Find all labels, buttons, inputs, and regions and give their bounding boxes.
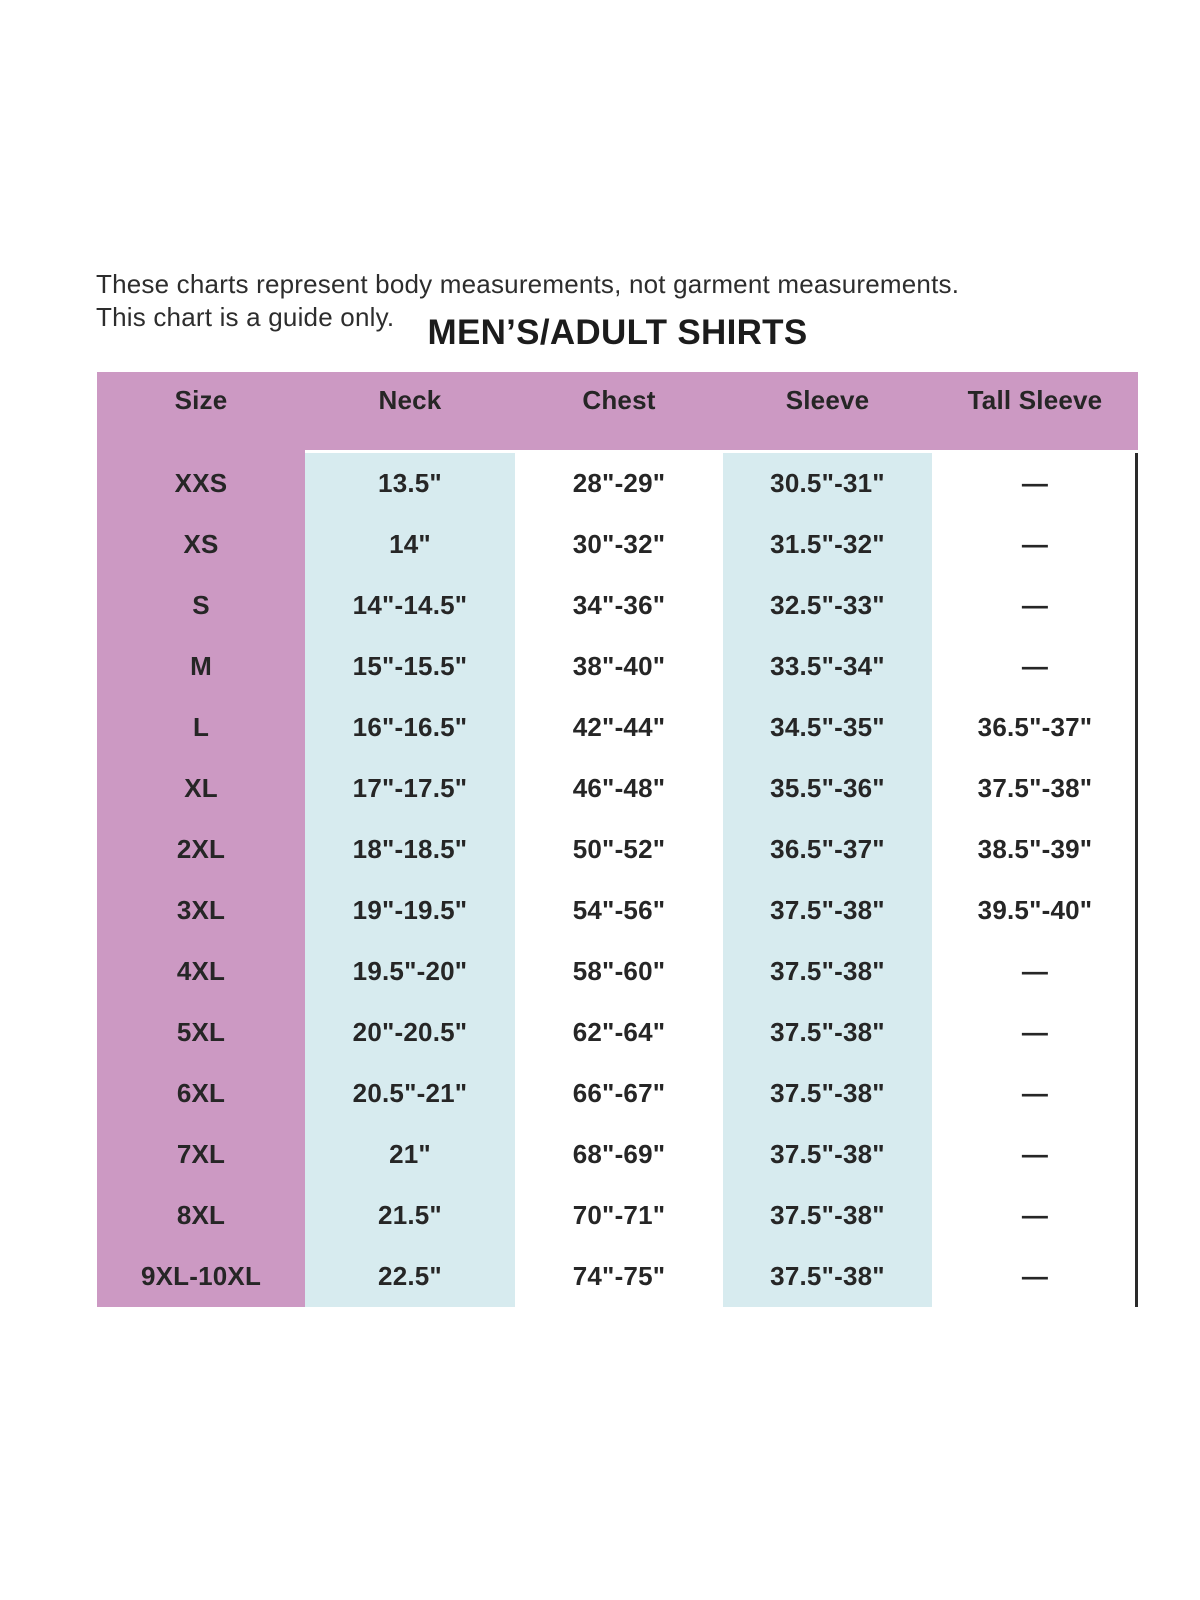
table-body — [97, 453, 1138, 1307]
column-header-size: Size — [174, 385, 228, 415]
cell-tall-sleeve: — — [1021, 468, 1049, 498]
cell-chest: 62"-64" — [572, 1017, 666, 1047]
cell-chest: 68"-69" — [572, 1139, 666, 1169]
page-title: MEN’S/ADULT SHIRTS — [427, 313, 808, 352]
table-row-4xl — [97, 941, 1138, 1002]
cell-tall-sleeve: 37.5"-38" — [977, 773, 1093, 803]
table-header-row — [97, 372, 1138, 450]
table-row-s — [97, 575, 1138, 636]
cell-neck: 14"-14.5" — [352, 590, 468, 620]
table-row-7xl — [97, 1124, 1138, 1185]
cell-sleeve: 37.5"-38" — [770, 1078, 885, 1108]
cell-size: L — [192, 712, 210, 742]
cell-sleeve: 30.5"-31" — [770, 468, 885, 498]
cell-neck: 20.5"-21" — [352, 1078, 468, 1108]
cell-tall-sleeve: — — [1021, 529, 1049, 559]
cell-chest: 38"-40" — [572, 651, 666, 681]
table-row-6xl — [97, 1063, 1138, 1124]
cell-sleeve: 36.5"-37" — [770, 834, 885, 864]
cell-tall-sleeve: — — [1021, 590, 1049, 620]
table-row-3xl — [97, 880, 1138, 941]
cell-chest: 58"-60" — [572, 956, 666, 986]
cell-size: 2XL — [176, 834, 226, 864]
cell-neck: 18"-18.5" — [352, 834, 468, 864]
cell-size: XXS — [174, 468, 228, 498]
cell-chest: 28"-29" — [572, 468, 666, 498]
cell-size: 7XL — [176, 1139, 226, 1169]
cell-tall-sleeve: — — [1021, 1078, 1049, 1108]
table-row-xl — [97, 758, 1138, 819]
cell-tall-sleeve: 36.5"-37" — [977, 712, 1093, 742]
cell-sleeve: 31.5"-32" — [770, 529, 885, 559]
cell-neck: 21.5" — [378, 1200, 442, 1230]
cell-neck: 19.5"-20" — [352, 956, 468, 986]
cell-sleeve: 37.5"-38" — [770, 1200, 885, 1230]
cell-neck: 20"-20.5" — [352, 1017, 468, 1047]
cell-tall-sleeve: — — [1021, 651, 1049, 681]
column-header-tall-sleeve: Tall Sleeve — [967, 385, 1103, 415]
cell-size: M — [190, 651, 212, 681]
cell-sleeve: 32.5"-33" — [770, 590, 885, 620]
size-chart-table — [97, 372, 1138, 1307]
table-row-5xl — [97, 1002, 1138, 1063]
cell-size: XS — [183, 529, 219, 559]
table-row-2xl — [97, 819, 1138, 880]
cell-sleeve: 35.5"-36" — [770, 773, 885, 803]
cell-size: 5XL — [176, 1017, 226, 1047]
cell-neck: 22.5" — [378, 1261, 442, 1291]
cell-sleeve: 37.5"-38" — [770, 895, 885, 925]
cell-chest: 50"-52" — [572, 834, 666, 864]
cell-tall-sleeve: 38.5"-39" — [977, 834, 1093, 864]
column-header-sleeve: Sleeve — [785, 385, 870, 415]
cell-neck: 14" — [389, 529, 431, 559]
disclaimer-line-2: This chart is a guide only. — [96, 302, 395, 332]
column-header-chest: Chest — [582, 385, 656, 415]
table-row-8xl — [97, 1185, 1138, 1246]
cell-sleeve: 37.5"-38" — [770, 1139, 885, 1169]
cell-neck: 17"-17.5" — [352, 773, 468, 803]
cell-size: 8XL — [176, 1200, 226, 1230]
cell-tall-sleeve: — — [1021, 1261, 1049, 1291]
cell-sleeve: 37.5"-38" — [770, 1261, 885, 1291]
cell-chest: 30"-32" — [572, 529, 666, 559]
cell-tall-sleeve: — — [1021, 1139, 1049, 1169]
table-row-xs — [97, 514, 1138, 575]
cell-tall-sleeve: — — [1021, 956, 1049, 986]
cell-neck: 13.5" — [378, 468, 442, 498]
cell-chest: 66"-67" — [572, 1078, 666, 1108]
cell-neck: 15"-15.5" — [352, 651, 468, 681]
cell-sleeve: 34.5"-35" — [770, 712, 885, 742]
cell-size: 4XL — [176, 956, 226, 986]
disclaimer-line-1: These charts represent body measurements, not garment measurements. — [96, 269, 960, 299]
table-row-l — [97, 697, 1138, 758]
cell-tall-sleeve: — — [1021, 1200, 1049, 1230]
cell-chest: 70"-71" — [572, 1200, 666, 1230]
cell-sleeve: 33.5"-34" — [770, 651, 885, 681]
cell-tall-sleeve: — — [1021, 1017, 1049, 1047]
cell-neck: 16"-16.5" — [352, 712, 468, 742]
column-header-neck: Neck — [378, 385, 442, 415]
table-row-xxs — [97, 453, 1138, 514]
cell-chest: 42"-44" — [572, 712, 666, 742]
cell-tall-sleeve: 39.5"-40" — [977, 895, 1093, 925]
cell-chest: 54"-56" — [572, 895, 666, 925]
cell-chest: 46"-48" — [572, 773, 666, 803]
cell-size: S — [192, 590, 210, 620]
cell-chest: 34"-36" — [572, 590, 666, 620]
cell-size: 9XL-10XL — [140, 1261, 262, 1291]
cell-chest: 74"-75" — [572, 1261, 666, 1291]
cell-sleeve: 37.5"-38" — [770, 1017, 885, 1047]
cell-size: 3XL — [176, 895, 226, 925]
table-row-9xl-10xl — [97, 1246, 1138, 1307]
table-row-m — [97, 636, 1138, 697]
cell-neck: 19"-19.5" — [352, 895, 468, 925]
cell-size: XL — [184, 773, 218, 803]
cell-neck: 21" — [389, 1139, 431, 1169]
cell-size: 6XL — [176, 1078, 226, 1108]
cell-sleeve: 37.5"-38" — [770, 956, 885, 986]
